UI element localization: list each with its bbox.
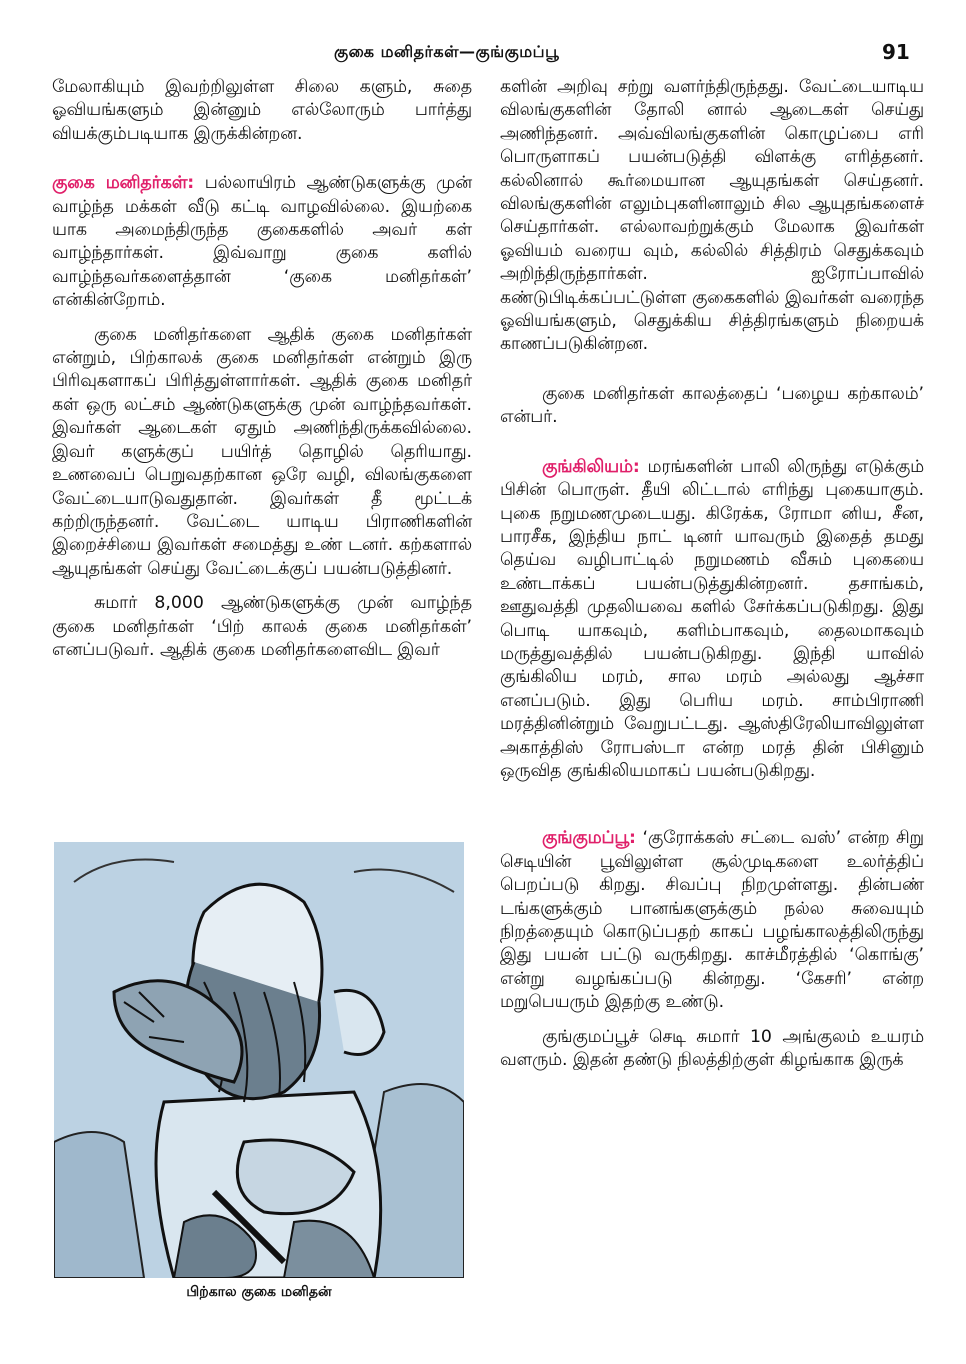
entry-cave-men [52,172,472,312]
paragraph: களின் அறிவு சற்று வளர்ந்திருந்தது. வேட்டையாடிய விலங்குகளின் தோலி னால் ஆடைகள் செய்து அணிந்தனர். அவ்விலங்குகளின் கொழுப்பை எரி பொருளாகப் பயன்படுத்தி விளக்கு எரித்தனர். கல்லினால் கூர்மையான ஆயுதங்கள் செய்தனர். விலங்குகளின் எலும்புகளினாலும் சில ஆயுதங்களைச் செய்தார்கள். எல்லாவற்றுக்கும் மேலாக இவர்கள் ஓவியம் வரைய வும், கல்லில் சித்திரம் செதுக்கவும் அறிந்திருந்தார்கள். ஐரோப்பாவில் கண்டுபிடிக்கப்பட்டுள்ள குகைகளில் இவர்கள் வரைந்த ஓவியங்களும், செதுக்கிய சித்திரங்களும் நிறையக் காணப்படுகின்றன. [500,77,924,355]
paragraph: மேலாகியும் இவற்றிலுள்ள சிலை களும், சுதை ஓவியங்களும் இன்னும் எல்லோரும் பார்த்து வியக்கும்படியாக இருக்கின்றன. [52,77,472,144]
page-header [0,40,966,70]
cave-man-illustration [54,842,464,1278]
left-column [52,76,472,662]
entry-term: குங்கிலியம்: [542,456,640,477]
entry-text: பல்லாயிரம் ஆண்டுகளுக்கு முன் வாழ்ந்த மக்கள் வீடு கட்டி வாழவில்லை. இயற்கை யாக அமைந்திருந்த குகைகளில் அவர் கள் வாழ்ந்தார்கள். இவ்வாறு குகை களில் வாழ்ந்தவர்களைத்தான் ‘குகை மனிதர்கள்’ என்கின்றோம். [52,173,472,311]
running-title: குகை மனிதர்கள்—குங்குமப்பூ [334,42,560,61]
right-column [500,76,924,1072]
entry-text: மரங்களின் பாலி லிருந்து எடுக்கும் பிசின் பொருள். தீயி லிட்டால் எரிந்து புகையாகும். புகை நறுமணமுடையது. கிரேக்க, ரோமா னிய, சீன, பாரசீக, இந்திய நாட் டினர் யாவரும் இதைத் தமது தெய்வ வழிபாட்டில் நறுமணம் வீசும் புகையை உண்டாக்கப் பயன்படுத்துகின்றனர். தசாங்கம், ஊதுவத்தி முதலியவை களில் சேர்க்கப்படுகிறது. இது பொடி யாகவும், களிம்பாகவும், தைலமாகவும் மருத்துவத்தில் பயன்படுகிறது. இந்தி யாவில் குங்கிலிய மரம், சால மரம் அல்லது ஆச்சா எனப்படும். இது பெரிய மரம். சாம்பிராணி மரத்தினின்றும் வேறுபட்டது. ஆஸ்திரேலியாவிலுள்ள அகாத்திஸ் ரோபஸ்டா என்ற மரத் தின் பிசினும் ஒருவித குங்கிலியமாகப் பயன்படுகிறது. [500,456,924,781]
entry-term: குங்குமப்பூ: [542,828,636,849]
paragraph: குகை மனிதர்கள் காலத்தைப் ‘பழைய கற்காலம்’ என்பர். [500,383,924,428]
figure-caption: பிற்கால குகை மனிதன் [186,1284,332,1300]
page-number: 91 [882,40,910,64]
entry-kungumappoo [500,827,924,1014]
entry-term: குகை மனிதர்கள்: [52,173,195,194]
entry-text: ‘குரோக்கஸ் சட்டை வஸ்’ என்ற சிறு செடியின் பூவிலுள்ள சூல்முடிகளை உலர்த்திப் பெறப்படு கிறது. சிவப்பு நிறமுள்ளது. தின்பண் டங்களுக்கும் பானங்களுக்கும் நல்ல சுவையும் நிறத்தையும் கொடுப்பதற் காகப் பழங்காலத்திலிருந்து இது பயன் பட்டு வருகிறது. காச்மீரத்தில் ‘கொங்கு’ என்று வழங்கப்படு கின்றது. ‘கேசரி’ என்ற மறுபெயரும் இதற்கு உண்டு. [500,828,924,1013]
paragraph: குங்குமப்பூச் செடி சுமார் 10 அங்குலம் உயரம் வளரும். இதன் தண்டு நிலத்திற்குள் கிழங்காக இருக் [500,1026,924,1071]
entry-kungiliyam [500,456,924,784]
paragraph: சுமார் 8,000 ஆண்டுகளுக்கு முன் வாழ்ந்த குகை மனிதர்கள் ‘பிற் காலக் குகை மனிதர்கள்’ எனப்படுவர். ஆதிக் குகை மனிதர்களைவிட இவர் [52,593,472,660]
paragraph: குகை மனிதர்களை ஆதிக் குகை மனிதர்கள் என்றும், பிற்காலக் குகை மனிதர்கள் என்றும் இரு பிரிவுகளாகப் பிரித்துள்ளார்கள். ஆதிக் குகை மனிதர் கள் ஒரு லட்சம் ஆண்டுகளுக்கு முன் வாழ்ந்தவர்கள். இவர்கள் ஆடைகள் ஏதும் அணிந்திருக்கவில்லை. இவர் களுக்குப் பயிர்த் தொழில் தெரியாது. உணவைப் பெறுவதற்கான ஒரே வழி, விலங்குகளை வேட்டையாடுவதுதான். இவர்கள் தீ மூட்டக் கற்றிருந்தனர். வேட்டை யாடிய பிராணிகளின் இறைச்சியை இவர்கள் சமைத்து உண் டனர். கற்களால் ஆயுதங்கள் செய்து வேட்டைக்குப் பயன்படுத்தினர். [52,324,472,579]
